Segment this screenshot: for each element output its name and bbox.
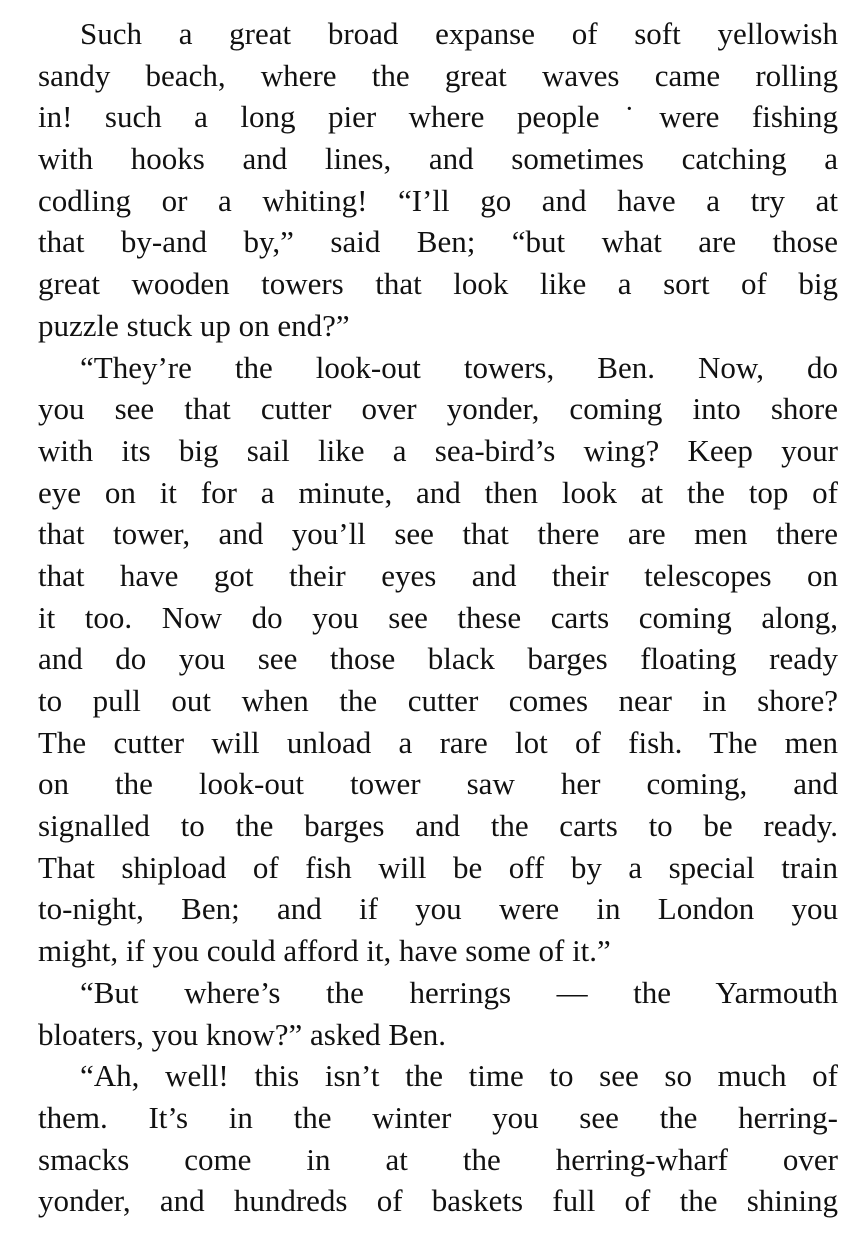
- text-line: in! such a long pier where people˙were fishing: [38, 99, 838, 135]
- text-line: Such a great broad expanse of soft yellowish: [80, 16, 838, 51]
- text-line: signalled to the barges and the carts to be ready.: [38, 808, 838, 844]
- paragraph: [38, 13, 838, 347]
- page-text: [38, 13, 838, 1222]
- paragraph: [38, 1055, 838, 1222]
- text-line: it too. Now do you see these carts coming along,: [38, 599, 838, 635]
- text-line: to-night, Ben; and if you were in London you: [38, 891, 838, 927]
- text-line: that have got their eyes and their telescopes on: [38, 557, 838, 593]
- text-line: you see that cutter over yonder, coming into shore: [38, 391, 838, 427]
- paragraph: [38, 347, 838, 972]
- text-line: that by-and by,” said Ben; “but what are those: [38, 224, 838, 260]
- text-line: “Ah, well! this isn’t the time to see so much of: [80, 1058, 838, 1094]
- text-line: “They’re the look-out towers, Ben. Now, do: [80, 349, 838, 385]
- text-line: smacks come in at the herring-wharf over: [38, 1141, 838, 1177]
- text-line: yonder, and hundreds of baskets full of the shining: [38, 1183, 838, 1219]
- text-line: to pull out when the cutter comes near in shore?: [38, 683, 838, 718]
- text-line: codling or a whiting! “I’ll go and have a try at: [38, 182, 838, 218]
- paragraph: [38, 972, 838, 1055]
- text-line: on the look-out tower saw her coming, and: [38, 766, 838, 802]
- text-line: them. It’s in the winter you see the herring-: [38, 1099, 838, 1135]
- text-line: great wooden towers that look like a sort of big: [38, 266, 838, 302]
- text-line: that tower, and you’ll see that there are men there: [38, 516, 838, 552]
- text-line: That shipload of fish will be off by a special train: [38, 849, 838, 885]
- text-line: with its big sail like a sea-bird’s wing? Keep your: [38, 432, 838, 468]
- text-line: sandy beach, where the great waves came rolling: [38, 57, 838, 93]
- text-line: bloaters, you know?” asked Ben.: [38, 1016, 447, 1052]
- text-line: eye on it for a minute, and then look at the top of: [38, 474, 838, 510]
- text-line: puzzle stuck up on end?”: [38, 307, 350, 343]
- text-line: might, if you could afford it, have some of it.”: [38, 933, 611, 969]
- text-line: and do you see those black barges floating ready: [38, 641, 838, 677]
- text-line: The cutter will unload a rare lot of fish. The men: [38, 724, 838, 760]
- text-line: with hooks and lines, and sometimes catching a: [38, 141, 838, 177]
- text-line: “But where’s the herrings — the Yarmouth: [80, 974, 838, 1010]
